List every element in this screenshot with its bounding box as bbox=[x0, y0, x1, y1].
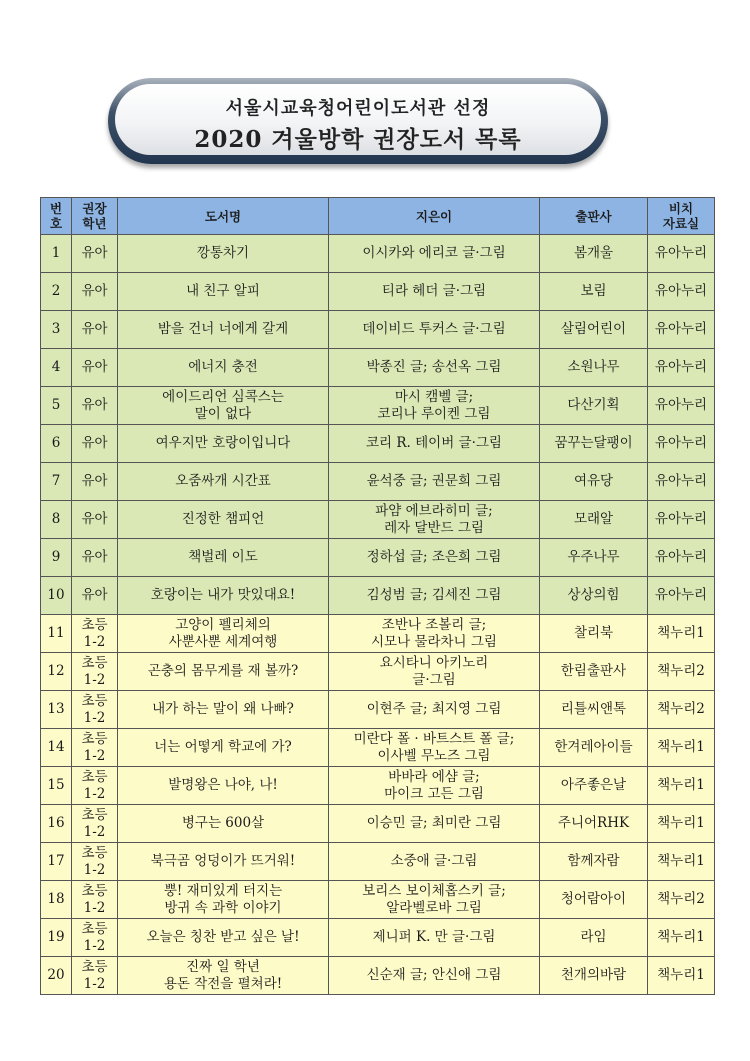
book-author: 이현주 글; 최지영 그림 bbox=[329, 691, 540, 729]
table-row bbox=[41, 729, 715, 767]
book-number: 19 bbox=[41, 919, 72, 957]
book-author: 파얌 에브라히미 글; 레자 달반드 그림 bbox=[329, 501, 540, 539]
book-number: 11 bbox=[41, 615, 72, 653]
book-grade: 초등 1-2 bbox=[72, 919, 118, 957]
table-row bbox=[41, 653, 715, 691]
book-title: 병구는 600살 bbox=[118, 805, 329, 843]
book-grade: 초등 1-2 bbox=[72, 729, 118, 767]
book-room: 책누리2 bbox=[648, 653, 715, 691]
book-title: 책벌레 이도 bbox=[118, 539, 329, 577]
book-room: 책누리1 bbox=[648, 805, 715, 843]
book-author: 마시 캠벨 글; 코리나 루이켄 그림 bbox=[329, 387, 540, 425]
book-author: 보리스 보이체홉스키 글; 알라벨로바 그림 bbox=[329, 881, 540, 919]
header-room: 비치 자료실 bbox=[648, 198, 715, 235]
title-banner-inner bbox=[115, 84, 601, 155]
book-grade: 유아 bbox=[72, 539, 118, 577]
book-room: 책누리2 bbox=[648, 881, 715, 919]
book-number: 14 bbox=[41, 729, 72, 767]
book-title: 북극곰 엉덩이가 뜨거워! bbox=[118, 843, 329, 881]
book-room: 책누리2 bbox=[648, 691, 715, 729]
book-publisher: 살림어린이 bbox=[540, 311, 648, 349]
book-number: 17 bbox=[41, 843, 72, 881]
book-author: 정하섭 글; 조은희 그림 bbox=[329, 539, 540, 577]
book-room: 책누리1 bbox=[648, 843, 715, 881]
book-list-table bbox=[40, 197, 715, 995]
banner-title: 2020 겨울방학 권장도서 목록 bbox=[194, 126, 522, 153]
book-grade: 유아 bbox=[72, 311, 118, 349]
book-room: 책누리1 bbox=[648, 957, 715, 995]
book-number: 7 bbox=[41, 463, 72, 501]
book-room: 유아누리 bbox=[648, 387, 715, 425]
table-row bbox=[41, 767, 715, 805]
book-grade: 초등 1-2 bbox=[72, 957, 118, 995]
book-room: 유아누리 bbox=[648, 463, 715, 501]
book-room: 유아누리 bbox=[648, 501, 715, 539]
book-author: 요시타니 아키노리 글·그림 bbox=[329, 653, 540, 691]
header-publisher: 출판사 bbox=[540, 198, 648, 235]
book-author: 코리 R. 테이버 글·그림 bbox=[329, 425, 540, 463]
table-row bbox=[41, 311, 715, 349]
book-author: 김성범 글; 김세진 그림 bbox=[329, 577, 540, 615]
book-number: 20 bbox=[41, 957, 72, 995]
book-title: 너는 어떻게 학교에 가? bbox=[118, 729, 329, 767]
book-publisher: 찰리북 bbox=[540, 615, 648, 653]
book-number: 10 bbox=[41, 577, 72, 615]
book-room: 유아누리 bbox=[648, 349, 715, 387]
table-row bbox=[41, 273, 715, 311]
header-title: 도서명 bbox=[118, 198, 329, 235]
book-room: 유아누리 bbox=[648, 311, 715, 349]
book-title: 발명왕은 나야, 나! bbox=[118, 767, 329, 805]
book-publisher: 한겨레아이들 bbox=[540, 729, 648, 767]
book-publisher: 다산기획 bbox=[540, 387, 648, 425]
book-grade: 유아 bbox=[72, 273, 118, 311]
book-title: 에이드리언 심콕스는 말이 없다 bbox=[118, 387, 329, 425]
book-room: 책누리1 bbox=[648, 729, 715, 767]
book-room: 책누리1 bbox=[648, 919, 715, 957]
book-title: 내 친구 알피 bbox=[118, 273, 329, 311]
book-publisher: 한림출판사 bbox=[540, 653, 648, 691]
book-publisher: 여유당 bbox=[540, 463, 648, 501]
header-no: 번 호 bbox=[41, 198, 72, 235]
book-publisher: 아주좋은날 bbox=[540, 767, 648, 805]
book-title: 호랑이는 내가 맛있대요! bbox=[118, 577, 329, 615]
book-title: 깡통차기 bbox=[118, 235, 329, 273]
book-grade: 유아 bbox=[72, 577, 118, 615]
book-number: 16 bbox=[41, 805, 72, 843]
book-grade: 초등 1-2 bbox=[72, 653, 118, 691]
book-title: 여우지만 호랑이입니다 bbox=[118, 425, 329, 463]
book-number: 9 bbox=[41, 539, 72, 577]
title-banner bbox=[108, 78, 608, 164]
table-row bbox=[41, 881, 715, 919]
book-publisher: 우주나무 bbox=[540, 539, 648, 577]
book-grade: 초등 1-2 bbox=[72, 767, 118, 805]
book-publisher: 소원나무 bbox=[540, 349, 648, 387]
book-grade: 유아 bbox=[72, 425, 118, 463]
book-number: 4 bbox=[41, 349, 72, 387]
book-publisher: 함께자람 bbox=[540, 843, 648, 881]
book-publisher: 상상의힘 bbox=[540, 577, 648, 615]
book-grade: 초등 1-2 bbox=[72, 691, 118, 729]
header-grade: 권장 학년 bbox=[72, 198, 118, 235]
book-author: 티라 헤더 글·그림 bbox=[329, 273, 540, 311]
book-author: 바바라 에샴 글; 마이크 고든 그림 bbox=[329, 767, 540, 805]
book-author: 데이비드 투커스 글·그림 bbox=[329, 311, 540, 349]
book-publisher: 봄개울 bbox=[540, 235, 648, 273]
table-row bbox=[41, 615, 715, 653]
book-author: 소중애 글·그림 bbox=[329, 843, 540, 881]
book-grade: 초등 1-2 bbox=[72, 881, 118, 919]
book-title: 밤을 건너 너에게 갈게 bbox=[118, 311, 329, 349]
book-number: 15 bbox=[41, 767, 72, 805]
book-publisher: 리틀씨앤톡 bbox=[540, 691, 648, 729]
book-title: 진정한 챔피언 bbox=[118, 501, 329, 539]
book-title: 내가 하는 말이 왜 나빠? bbox=[118, 691, 329, 729]
book-publisher: 청어람아이 bbox=[540, 881, 648, 919]
header-author: 지은이 bbox=[329, 198, 540, 235]
book-publisher: 꿈꾸는달팽이 bbox=[540, 425, 648, 463]
table-header-row bbox=[41, 198, 715, 235]
book-author: 박종진 글; 송선옥 그림 bbox=[329, 349, 540, 387]
book-room: 유아누리 bbox=[648, 273, 715, 311]
book-grade: 초등 1-2 bbox=[72, 843, 118, 881]
book-number: 6 bbox=[41, 425, 72, 463]
book-grade: 초등 1-2 bbox=[72, 805, 118, 843]
book-publisher: 모래알 bbox=[540, 501, 648, 539]
book-number: 12 bbox=[41, 653, 72, 691]
table-row bbox=[41, 805, 715, 843]
book-author: 윤석중 글; 권문희 그림 bbox=[329, 463, 540, 501]
table-row bbox=[41, 501, 715, 539]
book-title: 에너지 충전 bbox=[118, 349, 329, 387]
book-room: 유아누리 bbox=[648, 425, 715, 463]
book-title: 고양이 펠리체의 사뿐사뿐 세계여행 bbox=[118, 615, 329, 653]
banner-subtitle: 서울시교육청어린이도서관 선정 bbox=[225, 98, 491, 119]
book-room: 유아누리 bbox=[648, 235, 715, 273]
book-grade: 유아 bbox=[72, 463, 118, 501]
book-room: 책누리1 bbox=[648, 767, 715, 805]
table-row bbox=[41, 463, 715, 501]
book-title: 오줌싸개 시간표 bbox=[118, 463, 329, 501]
book-grade: 유아 bbox=[72, 387, 118, 425]
book-title: 곤충의 몸무게를 재 볼까? bbox=[118, 653, 329, 691]
book-number: 8 bbox=[41, 501, 72, 539]
book-publisher: 주니어RHK bbox=[540, 805, 648, 843]
book-grade: 유아 bbox=[72, 349, 118, 387]
book-title: 오늘은 칭찬 받고 싶은 날! bbox=[118, 919, 329, 957]
table-row bbox=[41, 691, 715, 729]
table-row bbox=[41, 577, 715, 615]
table-row bbox=[41, 349, 715, 387]
book-title: 진짜 일 학년 용돈 작전을 펼쳐라! bbox=[118, 957, 329, 995]
table-row bbox=[41, 387, 715, 425]
book-room: 책누리1 bbox=[648, 615, 715, 653]
book-room: 유아누리 bbox=[648, 539, 715, 577]
book-title: 뿡! 재미있게 터지는 방귀 속 과학 이야기 bbox=[118, 881, 329, 919]
table-row bbox=[41, 843, 715, 881]
table-row bbox=[41, 957, 715, 995]
book-author: 제니퍼 K. 만 글·그림 bbox=[329, 919, 540, 957]
book-number: 18 bbox=[41, 881, 72, 919]
book-author: 이승민 글; 최미란 그림 bbox=[329, 805, 540, 843]
book-author: 조반나 조볼리 글; 시모나 물라차니 그림 bbox=[329, 615, 540, 653]
book-grade: 유아 bbox=[72, 501, 118, 539]
table-row bbox=[41, 425, 715, 463]
table-row bbox=[41, 919, 715, 957]
book-number: 13 bbox=[41, 691, 72, 729]
book-publisher: 보림 bbox=[540, 273, 648, 311]
book-number: 2 bbox=[41, 273, 72, 311]
book-number: 3 bbox=[41, 311, 72, 349]
book-publisher: 천개의바람 bbox=[540, 957, 648, 995]
book-grade: 초등 1-2 bbox=[72, 615, 118, 653]
table-row bbox=[41, 539, 715, 577]
book-author: 미란다 폴 · 바트스트 폴 글; 이사벨 무노즈 그림 bbox=[329, 729, 540, 767]
book-grade: 유아 bbox=[72, 235, 118, 273]
book-author: 신순재 글; 안신애 그림 bbox=[329, 957, 540, 995]
book-room: 유아누리 bbox=[648, 577, 715, 615]
table-row bbox=[41, 235, 715, 273]
book-author: 이시카와 에리코 글·그림 bbox=[329, 235, 540, 273]
book-publisher: 라임 bbox=[540, 919, 648, 957]
book-number: 5 bbox=[41, 387, 72, 425]
book-number: 1 bbox=[41, 235, 72, 273]
